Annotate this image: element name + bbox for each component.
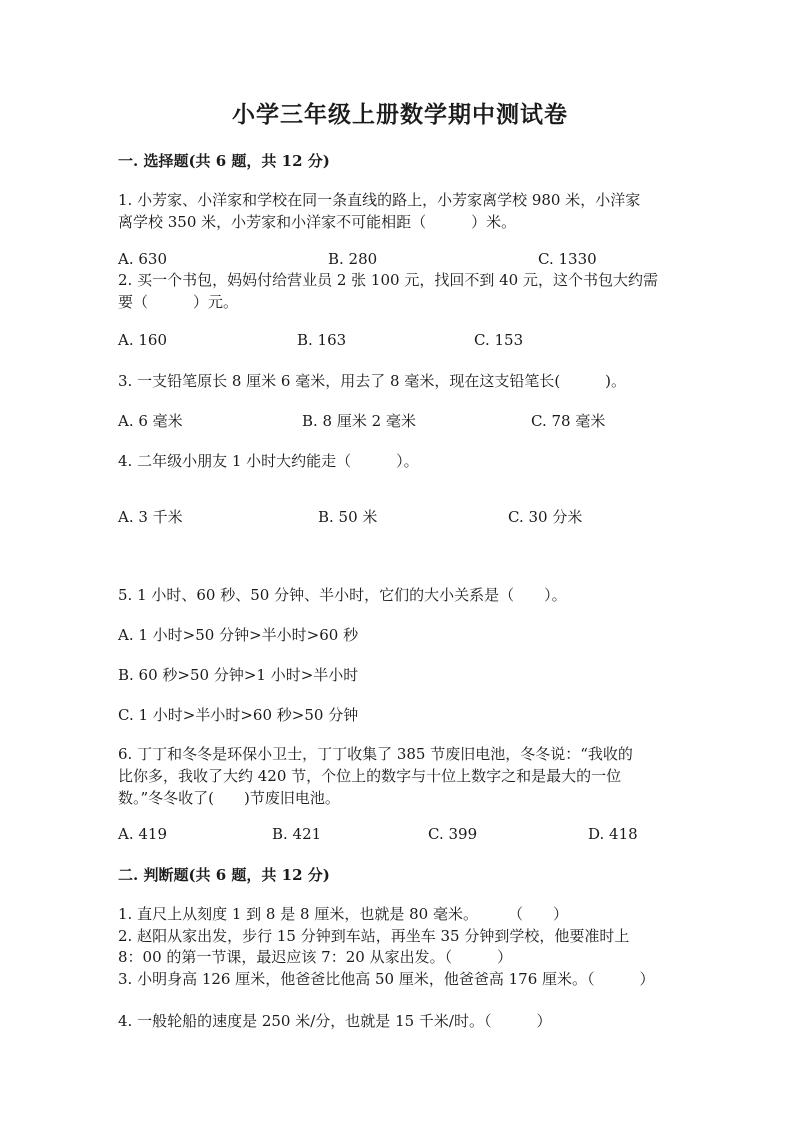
question-6-line-1: 6. 丁丁和冬冬是环保小卫士，丁丁收集了 385 节废旧电池，冬冬说：“我收的 [118, 745, 633, 763]
question-6-line-3: 数。”冬冬收了( )节废旧电池。 [118, 789, 340, 807]
question-1-line-1: 1. 小芳家、小洋家和学校在同一条直线的路上，小芳家离学校 980 米，小洋家 [118, 191, 641, 209]
question-4-option-c[interactable]: C. 30 分米 [508, 508, 583, 526]
question-4-option-b[interactable]: B. 50 米 [318, 508, 378, 526]
judge-4[interactable]: 4. 一般轮船的速度是 250 米/分，也就是 15 千米/时。（ ） [118, 1012, 552, 1030]
question-3-line-1: 3. 一支铅笔原长 8 厘米 6 毫米，用去了 8 毫米，现在这支铅笔长( )。 [118, 372, 627, 390]
section1-heading: 一. 选择题(共 6 题，共 12 分) [118, 152, 330, 170]
question-2-line-1: 2. 买一个书包，妈妈付给营业员 2 张 100 元，找回不到 40 元，这个书包大约需 [118, 271, 658, 289]
question-5-option-b[interactable]: B. 60 秒>50 分钟>1 小时>半小时 [118, 666, 359, 684]
judge-1[interactable]: 1. 直尺上从刻度 1 到 8 是 8 厘米，也就是 80 毫米。 （ ） [118, 905, 568, 923]
judge-2-line-2[interactable]: 8：00 的第一节课，最迟应该 7：20 从家出发。（ ） [118, 948, 513, 966]
question-2-option-c[interactable]: C. 153 [474, 331, 524, 349]
question-6-line-2: 比你多，我收了大约 420 节，个位上的数字与十位上数字之和是最大的一位 [118, 767, 622, 785]
question-1-line-2: 离学校 350 米，小芳家和小洋家不可能相距（ ）米。 [118, 213, 517, 231]
question-5-line-1: 5. 1 小时、60 秒、50 分钟、半小时，它们的大小关系是（ ）。 [118, 586, 567, 604]
question-6-option-b[interactable]: B. 421 [272, 825, 322, 843]
section2-heading: 二. 判断题(共 6 题，共 12 分) [118, 866, 330, 884]
question-4-line-1: 4. 二年级小朋友 1 小时大约能走（ ）。 [118, 452, 419, 470]
question-3-option-b[interactable]: B. 8 厘米 2 毫米 [302, 412, 416, 430]
judge-2-line-1[interactable]: 2. 赵阳从家出发，步行 15 分钟到车站，再坐车 35 分钟到学校，他要准时上 [118, 927, 630, 945]
question-3-option-c[interactable]: C. 78 毫米 [531, 412, 606, 430]
question-1-option-c[interactable]: C. 1330 [538, 250, 597, 268]
question-6-option-d[interactable]: D. 418 [588, 825, 638, 843]
question-5-option-c[interactable]: C. 1 小时>半小时>60 秒>50 分钟 [118, 706, 359, 724]
question-1-option-b[interactable]: B. 280 [328, 250, 378, 268]
question-6-option-c[interactable]: C. 399 [428, 825, 478, 843]
question-2-option-b[interactable]: B. 163 [297, 331, 347, 349]
question-3-option-a[interactable]: A. 6 毫米 [118, 412, 183, 430]
judge-3[interactable]: 3. 小明身高 126 厘米，他爸爸比他高 50 厘米，他爸爸高 176 厘米。（ ） [118, 970, 655, 988]
question-2-option-a[interactable]: A. 160 [118, 331, 167, 349]
question-2-line-2: 要（ ）元。 [118, 293, 239, 311]
question-1-option-a[interactable]: A. 630 [118, 250, 167, 268]
question-4-option-a[interactable]: A. 3 千米 [118, 508, 183, 526]
question-6-option-a[interactable]: A. 419 [118, 825, 167, 843]
question-5-option-a[interactable]: A. 1 小时>50 分钟>半小时>60 秒 [118, 626, 359, 644]
exam-title: 小学三年级上册数学期中测试卷 [232, 101, 568, 128]
